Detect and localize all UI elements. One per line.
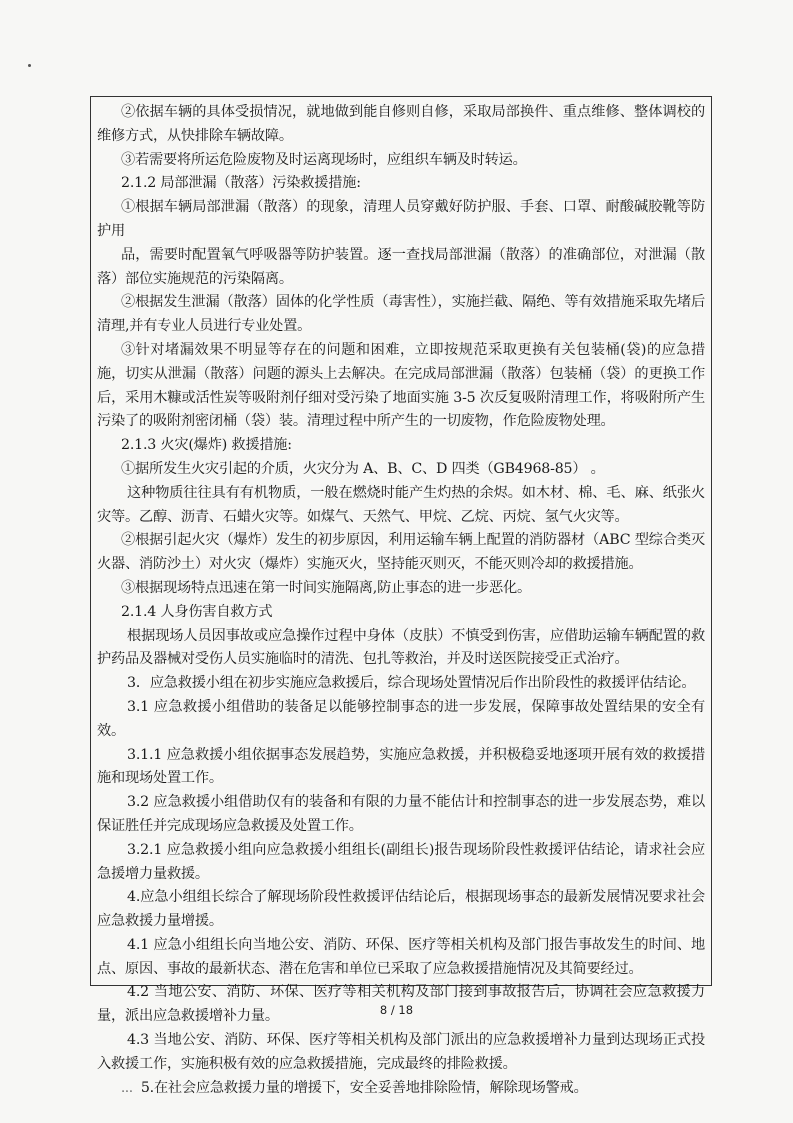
paragraph: 3．应急救援小组在初步实施应急救援后，综合现场处置情况后作出阶段性的救援评估结论。 (127, 675, 696, 692)
paragraph: 4.1 应急小组组长向当地公安、消防、环保、医疗等相关机构及部门报告事故发生的时间、地点、原因、事故的最新状态、潜在危害和单位已采取了应急救援措施情况及其简要经过。 (97, 936, 705, 977)
paragraph: 2.1.2 局部泄漏（散落）污染救援措施: (121, 175, 361, 192)
paragraph: ①根据车辆局部泄漏（散落）的现象，清理人员穿戴好防护服、手套、口罩、耐酸碱胶靴等防护用 (97, 199, 705, 239)
page-number: 8 / 18 (379, 1003, 414, 1017)
paragraph: 3.1.1 应急救援小组依据事态发展趋势，实施应急救援，并积极稳妥地逐项开展有效的救援措施和现场处置工作。 (97, 746, 705, 787)
paragraph: ②根据发生泄漏（散落）固体的化学性质（毒害性），实施拦截、隔绝、等有效措施采取先堵后清理,并有专业人员进行专业处置。 (97, 294, 705, 335)
paragraph: ③针对堵漏效果不明显等存在的问题和困难，立即按规范采取更换有关包装桶(袋)的应急措施，切实从泄漏（散落）问题的源头上去解决。在完成局部泄漏（散落）包装桶（袋）的更换工作后，采用木糠或活性炭等吸附剂仔细对受污染了地面实施 3-5 次反复吸附清理工作，将吸附所产生污染了的吸附剂密闭桶（袋）装。清理过程中所产生的一切废物，作危险废物处理。 (97, 341, 705, 430)
paragraph-last-text: 5.在社会应急救援力量的增援下，安全妥善地排除险情，解除现场警戒。 (140, 1079, 588, 1096)
paragraph: ③若需要将所运危险废物及时运离现场时，应组织车辆及时转运。 (121, 151, 527, 168)
paragraph: 这种物质往往具有有机物质，一般在燃烧时能产生灼热的余烬。如木材、棉、毛、麻、纸张火灾等。乙醇、沥青、石蜡火灾等。如煤气、天然气、甲烷、乙烷、丙烷、氢气火灾等。 (97, 484, 705, 525)
paragraph: 4.应急小组组长综合了解现场阶段性救援评估结论后，根据现场事态的最新发展情况要求社会应急救援力量增援。 (97, 889, 705, 930)
scan-speck (28, 64, 31, 67)
paragraph: 4.3 当地公安、消防、环保、医疗等相关机构及部门派出的应急救援增补力量到达现场正式投入救援工作，实施积极有效的应急救援措施，完成最终的排险救援。 (97, 1032, 705, 1072)
paragraph: 2.1.3 火灾(爆炸) 救援措施: (121, 437, 292, 454)
paragraph: 3.2.1 应急救援小组向应急救援小组组长(副组长)报告现场阶段性救援评估结论，请求社会应急援增力量救援。 (97, 841, 705, 882)
paragraph: ③根据现场特点迅速在第一时间实施隔离,防止事态的进一步恶化。 (121, 579, 531, 596)
paragraph: 3.1 应急救援小组借助的装备足以能够控制事态的进一步发展，保障事故处置结果的安全有效。 (97, 698, 705, 739)
paragraph: ②根据引起火灾（爆炸）发生的初步原因，利用运输车辆上配置的消防器材（ABC 型综合类灭火器、消防沙土）对火灾（爆炸）实施灭火，坚持能灭则灭，不能灭则冷却的救援措施。 (97, 532, 705, 573)
paragraph: ②依据车辆的具体受损情况，就地做到能自修则自修，采取局部换件、重点维修、整体调校的维修方式，从快排除车辆故障。 (97, 104, 705, 144)
body-text (97, 101, 705, 1077)
ellipsis-mark: ... (121, 1080, 133, 1096)
paragraph: 品，需要时配置氧气呼吸器等防护装置。逐一查找局部泄漏（散落）的准确部位，对泄漏（散落）部位实施规范的污染隔离。 (97, 246, 705, 287)
paragraph: 2.1.4 人身伤害自救方式 (121, 603, 273, 620)
paragraph: 根据现场人员因事故或应急操作过程中身体（皮肤）不慎受到伤害，应借助运输车辆配置的救护药品及器械对受伤人员实施临时的清洗、包扎等救治，并及时送医院接受正式治疗。 (97, 627, 705, 668)
paragraph-last (97, 1077, 705, 1101)
paragraph: 4.2 当地公安、消防、环保、医疗等相关机构及部门接到事故报告后，协调社会应急救援力量，派出应急救援增补力量。 (97, 984, 705, 1025)
paragraph: ①据所发生火灾引起的介质，火灾分为 A、B、C、D 四类（GB4968-85） 。 (121, 460, 605, 477)
paragraph: 3.2 应急救援小组借助仅有的装备和有限的力量不能估计和控制事态的进一步发展态势，难以保证胜任并完成现场应急救援及处置工作。 (97, 794, 705, 834)
